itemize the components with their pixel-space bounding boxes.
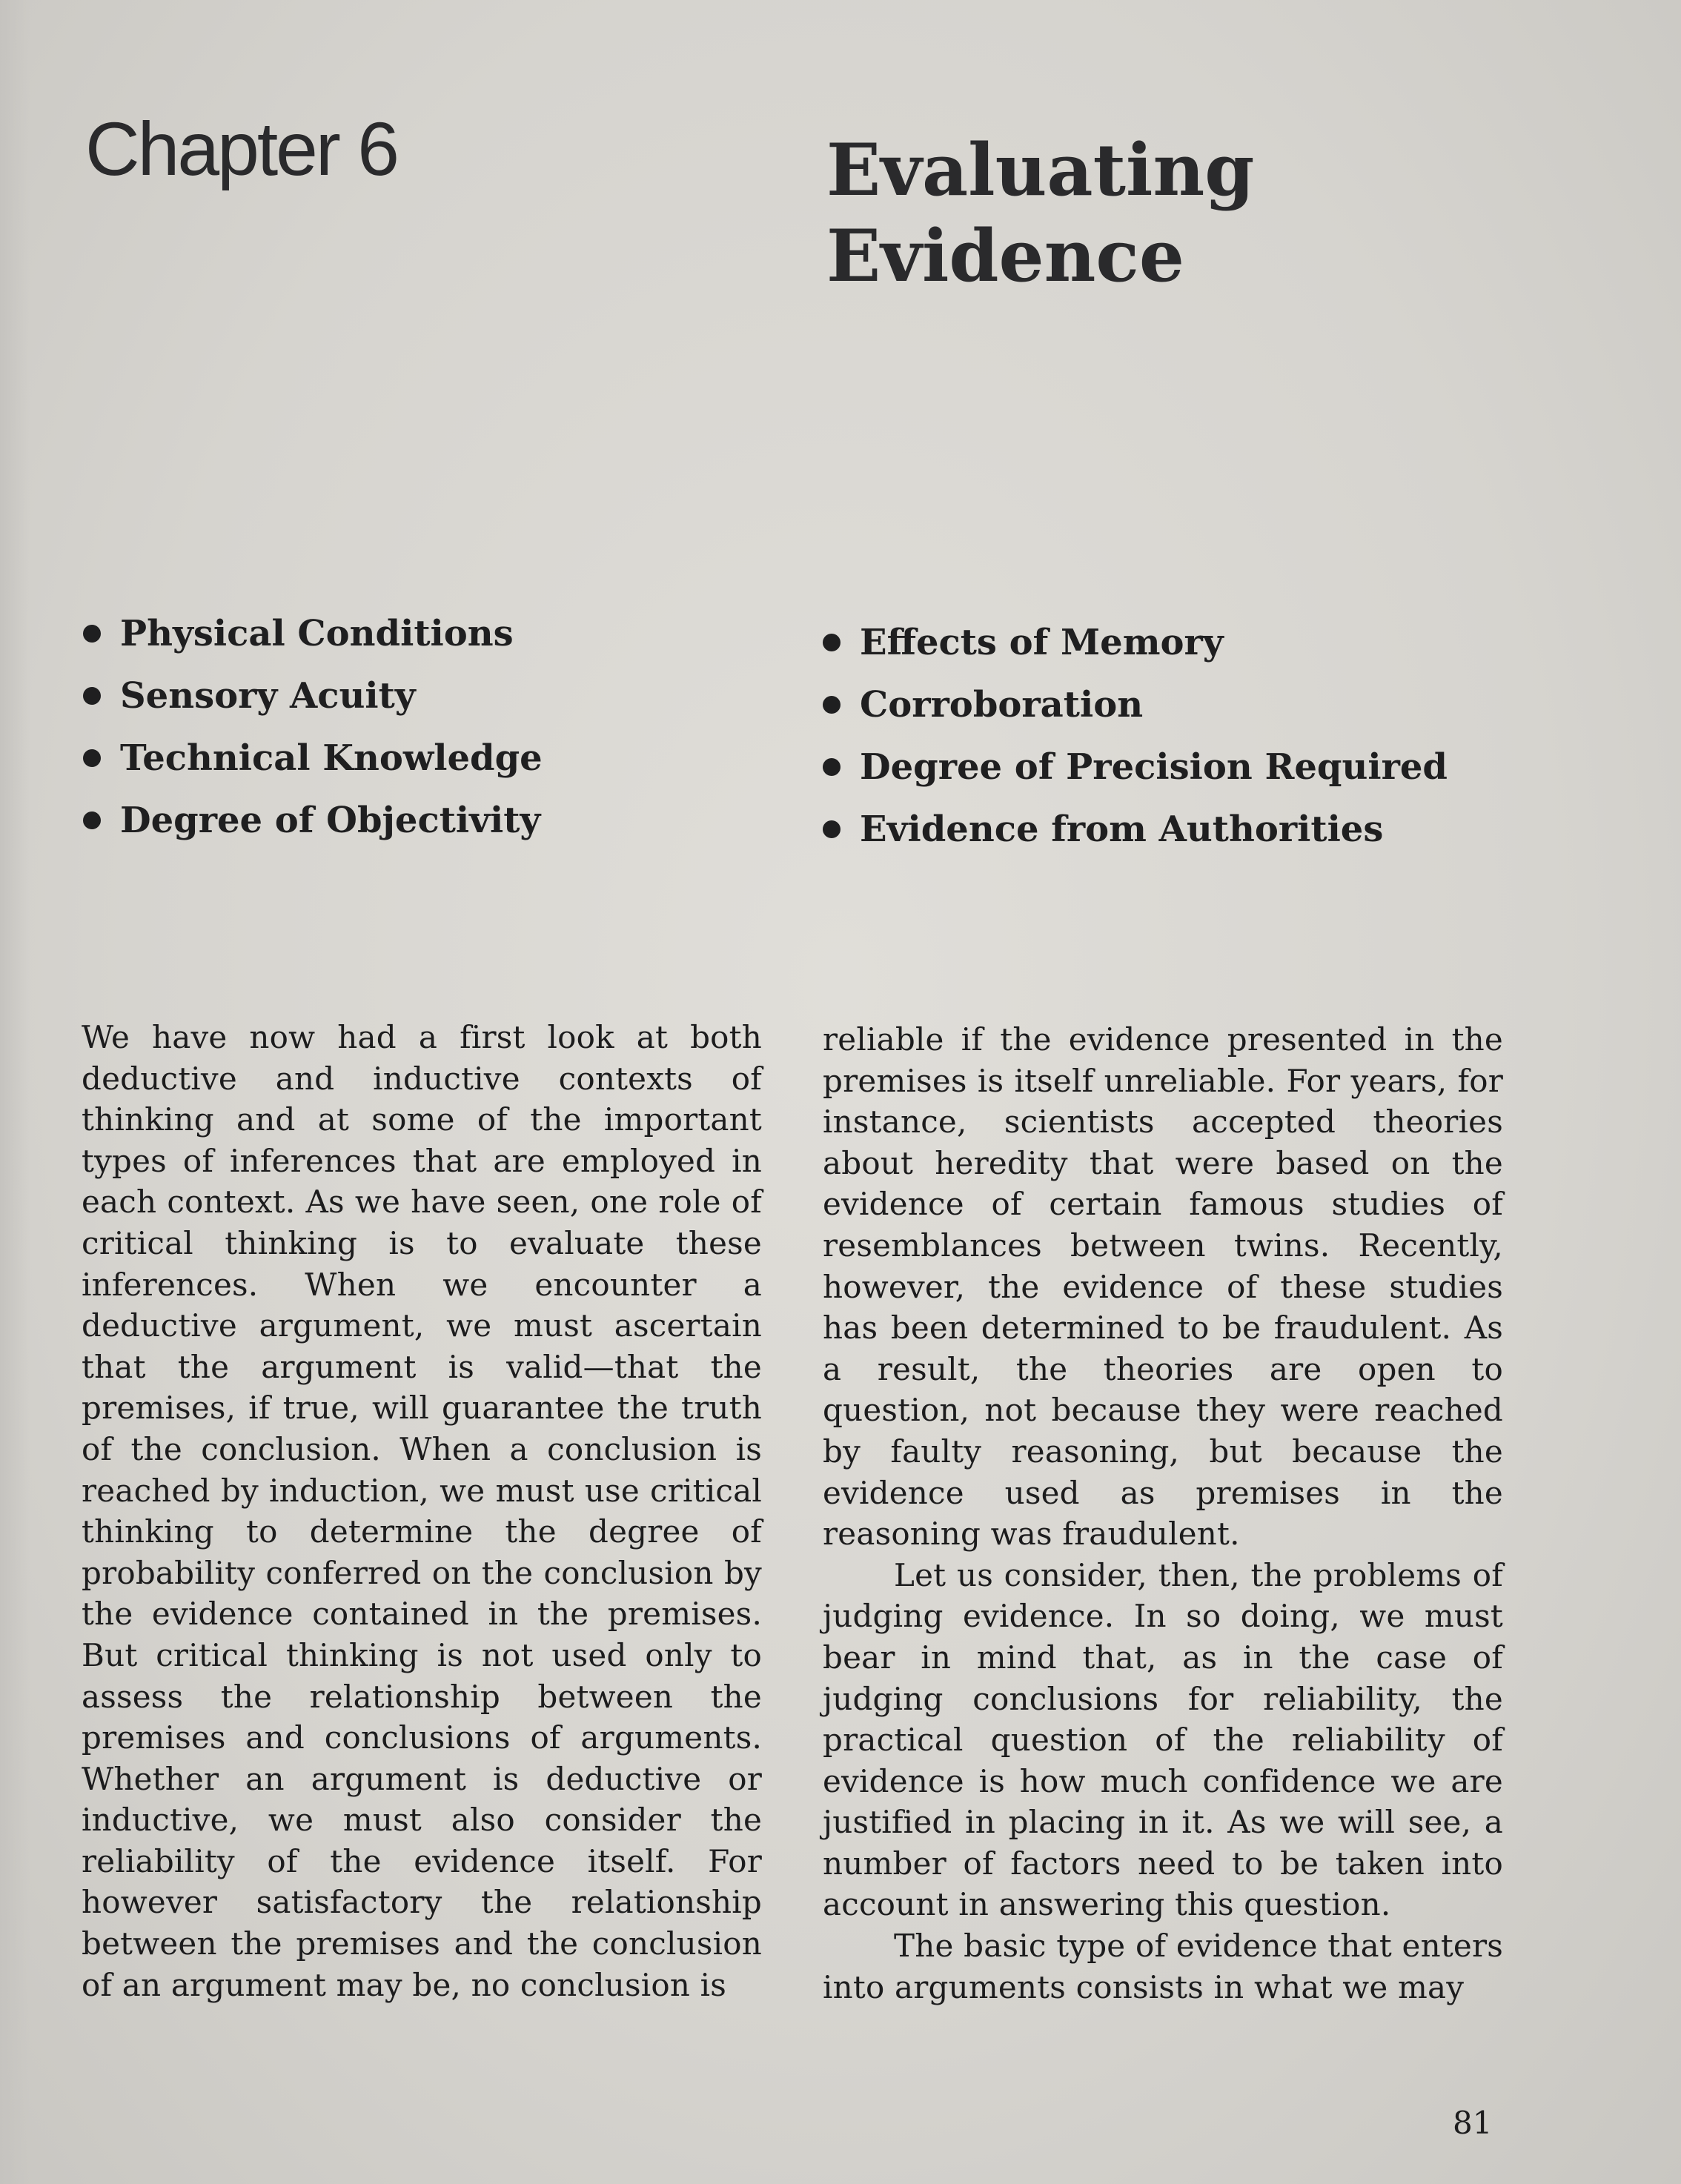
page-edge-shadow	[0, 0, 30, 2184]
bullet-icon	[83, 687, 101, 705]
bullet-icon	[83, 811, 101, 829]
page-number: 81	[1453, 2105, 1493, 2141]
topic-label: Sensory Acuity	[120, 675, 416, 717]
topic-label: Degree of Precision Required	[860, 746, 1448, 788]
topic-label: Technical Knowledge	[120, 737, 543, 779]
topic-item	[83, 794, 543, 857]
chapter-title	[826, 127, 1254, 299]
topic-item	[83, 732, 543, 794]
bullet-icon	[83, 625, 101, 643]
topic-label: Corroboration	[860, 684, 1144, 726]
bullet-icon	[83, 749, 101, 767]
body-paragraph: The basic type of evidence that enters into arguments consists in what we may	[823, 1928, 1503, 2005]
topic-label: Degree of Objectivity	[120, 800, 541, 841]
bullet-icon	[823, 634, 840, 651]
bullet-icon	[823, 820, 840, 838]
topic-label: Evidence from Authorities	[860, 809, 1384, 850]
topic-list-left	[83, 608, 543, 857]
chapter-label: Chapter 6	[85, 107, 397, 191]
topic-item	[823, 617, 1448, 679]
body-paragraph: reliable if the evidence presented in the premises is itself unreliable. For years, for instance, scientists accepted theories about heredity that were based on the evidence of certain famous studies of resemblances between twins. Recently, however, the evidence of these studies has been determined to be fraudulent. As a result, the theories are open to question, not because they were reached by faulty reasoning, but because the evidence used as premises in the reasoning was fraudulent.	[823, 1021, 1503, 1553]
bullet-icon	[823, 696, 840, 714]
topic-item	[83, 608, 543, 670]
bullet-icon	[823, 758, 840, 776]
body-paragraph: We have now had a first look at both deductive and inductive contexts of thinking and at some of the important types of inferences that are employed in each context. As we have seen, one role of critical thinking is to evaluate these inferences. When we encounter a deductive argument, we must ascertain that the argument is valid—that the premises, if true, will guarantee the truth of the conclusion. When a conclusion is reached by induction, we must use critical thinking to determine the degree of probability conferred on the conclusion by the evidence contained in the premises. But critical thinking is not used only to assess the relationship between the premises and conclusions of arguments. Whether an argument is deductive or inductive, we must also consider the reliability of the evidence itself. For however satisfactory the relationship between the premises and the conclusion of an argument may be, no conclusion is	[82, 1019, 762, 2003]
topic-item	[83, 670, 543, 732]
topic-item	[823, 741, 1448, 803]
topic-label: Effects of Memory	[860, 622, 1224, 663]
topic-item	[823, 679, 1448, 741]
chapter-title-line-2: Evidence	[826, 214, 1184, 298]
topic-list-right	[823, 617, 1448, 866]
chapter-title-line-1: Evaluating	[826, 128, 1255, 212]
body-column-left	[82, 1017, 762, 2005]
topic-label: Physical Conditions	[120, 613, 514, 654]
body-paragraph: Let us consider, then, the problems of judging evidence. In so doing, we must bear in mind that, as in the case of judging conclusions for reliability, the practical question of the reliability of evidence is how much confidence we are justified in placing in it. As we will see, a number of factors need to be taken into account in answering this question.	[823, 1556, 1503, 1923]
topic-item	[823, 803, 1448, 866]
body-column-right	[823, 1019, 1503, 2008]
